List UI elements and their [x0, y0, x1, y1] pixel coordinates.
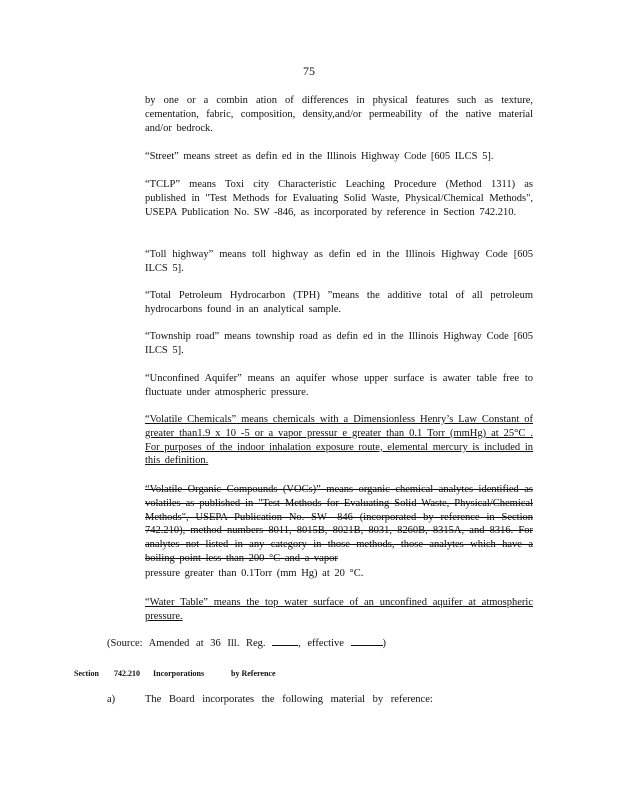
section-number: 742.210 — [114, 669, 140, 678]
section-title-part1: Incorporations — [153, 669, 205, 678]
effective-date-blank — [351, 636, 383, 646]
section-label: Section — [74, 669, 99, 678]
source-note — [107, 636, 386, 649]
source-note-middle: , effective — [298, 638, 344, 649]
item-a-label: a) — [107, 694, 116, 705]
paragraph-street-definition: “Street” means street as defin ed in the Illinois Highway Code [605 ILCS 5]. — [145, 151, 494, 162]
paragraph-tclp-definition: “TCLP” means Toxi city Characteristic Leaching Procedure (Method 1311) as published in "Test Methods for Evaluating Solid Waste, Physical/Chemical Methods", USEPA Publication No. SW -846, as incorporated by reference in Section 742.210. — [145, 179, 533, 218]
paragraph-unconfined-aquifer-definition: “Unconfined Aquifer” means an aquifer whose upper surface is awater table free to fluctuate under atmospheric pressure. — [145, 373, 533, 398]
paragraph-bedrock-definition-cont: by one or a combin ation of differences in physical features such as texture, cementation, fabric, composition, density,and/or permeability of the native material and/or bedrock. — [145, 95, 533, 134]
paragraph-vocs-definition-struck: “Volatile Organic Compounds (VOCs)” means organic chemical analytes identified as volatiles as published in "Test Methods for Evaluating Solid Waste, Physical/Chemical Methods", USEPA Publication No. SW -846 (incorporated by reference in Section 742.210), method numbers 8011, 8015B, 8021B, 8031, 8260B, 8315A, and 8316. For analytes not listed in any category in those methods, those analytes which have a boiling point less than 200 °C and a vapor — [145, 484, 533, 564]
paragraph-tph-definition: “Total Petroleum Hydrocarbon (TPH) ”means the additive total of all petroleum hydrocarbons found in an analytical sample. — [145, 290, 533, 315]
source-note-prefix: (Source: Amended at 36 Ill. Reg. — [107, 638, 266, 649]
source-note-suffix: ) — [382, 638, 387, 649]
section-title-part2: by Reference — [231, 669, 276, 678]
paragraph-township-road-definition: “Township road” means township road as defin ed in the Illinois Highway Code [605 ILCS 5]. — [145, 331, 533, 356]
paragraph-water-table-definition: “Water Table” means the top water surface of an unconfined aquifer at atmospheric pressure. — [145, 597, 533, 622]
page-number: 75 — [303, 64, 315, 78]
paragraph-toll-highway-definition: “Toll highway” means toll highway as defin ed in the Illinois Highway Code [605 ILCS 5]. — [145, 249, 533, 274]
paragraph-volatile-chemicals-definition: “Volatile Chemicals” means chemicals with a Dimensionless Henry’s Law Constant of greater than1.9 x 10 -5 or a vapor pressur e greater than 0.1 Torr (mmHg) at 25°C . For purposes of the indoor inhalation exposure route, elemental mercury is included in this definition. — [145, 414, 533, 467]
item-a-text: The Board incorporates the following material by reference: — [145, 694, 433, 705]
paragraph-vocs-definition-tail: pressure greater than 0.1Torr (mm Hg) at 20 °C. — [145, 568, 364, 579]
volume-page-blank — [272, 636, 298, 646]
